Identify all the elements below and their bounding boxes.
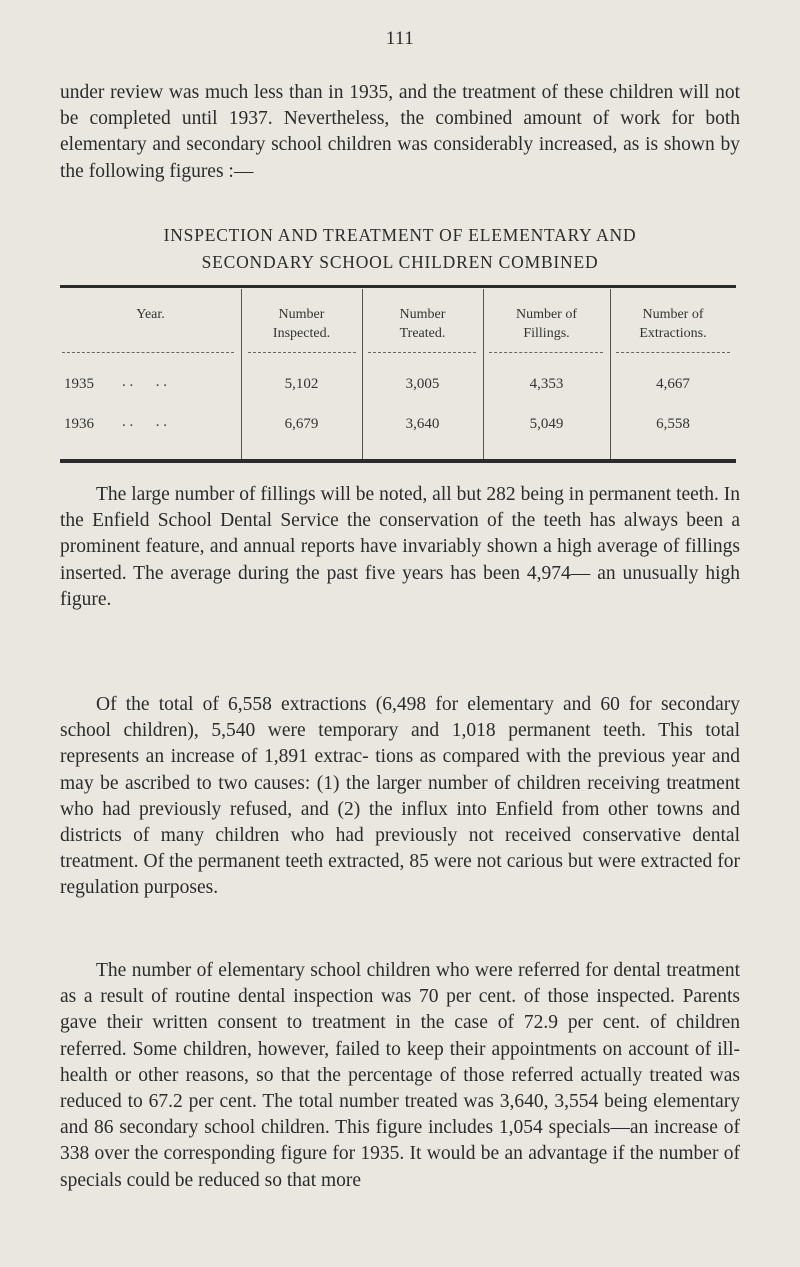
header-dash-rule <box>248 352 356 353</box>
table-title <box>60 222 740 276</box>
row-1935-fillings: 4,353 <box>529 376 564 392</box>
header-extractions-line-2: Extractions. <box>639 326 707 341</box>
header-treated-line-2: Treated. <box>399 326 446 341</box>
row-1936-year: 1936 <box>64 416 94 432</box>
header-extractions-line-1: Number of <box>642 307 704 322</box>
row-1936-treated: 3,640 <box>405 416 440 432</box>
header-treated <box>362 305 483 343</box>
page-number: 111 <box>385 28 415 49</box>
table-title-line-2: SECONDARY SCHOOL CHILDREN COMBINED <box>201 252 599 272</box>
row-1935-extractions: 4,667 <box>656 376 690 392</box>
intro-paragraph: under review was much less than in 1935, and the treatment of these children will not be completed until 1937. Nevertheless, the combined amount of work for both elementary and secondary school children was considerably increased, as is shown by the following figures :— <box>60 82 740 182</box>
row-1936-leader: . . . . <box>122 414 167 430</box>
header-dash-rule <box>616 352 730 353</box>
header-treated-line-1: Number <box>399 307 446 322</box>
header-dash-rule <box>368 352 476 353</box>
paragraph-extractions: Of the total of 6,558 extractions (6,498 for elementary and 60 for secondary school children), 5,540 were temporary and 1,018 permanent teeth. This total represents an increase of 1,891 extrac- tions as compared with the previous year and may be ascribed to two causes: (1) the larger number of children receiving treatment who had previously refused, and (2) the influx into Enfield from other towns and districts of many children who had previously not received conservative dental treatment. Of the permanent teeth extracted, 85 were not carious but were extracted for regulation purposes. <box>60 694 740 899</box>
row-1935-year: 1935 <box>64 376 94 392</box>
header-dash-rule <box>489 352 603 353</box>
row-1936-fillings: 5,049 <box>529 416 564 432</box>
row-1935-leader: . . . . <box>122 374 167 390</box>
statistics-table <box>60 285 740 465</box>
row-1935-inspected: 5,102 <box>284 376 319 392</box>
table-bottom-rule <box>60 459 736 463</box>
table-title-line-1: INSPECTION AND TREATMENT OF ELEMENTARY AND <box>163 225 637 245</box>
header-inspected-line-2: Inspected. <box>272 326 331 341</box>
header-fillings-line-1: Number of <box>515 307 578 322</box>
row-1936-inspected: 6,679 <box>284 416 319 432</box>
row-1935-treated: 3,005 <box>405 376 440 392</box>
header-fillings <box>483 305 610 343</box>
row-1936-extractions: 6,558 <box>656 416 690 432</box>
header-dash-rule <box>62 352 234 353</box>
paragraph-referrals: The number of elementary school children who were referred for dental treatment as a result of routine dental inspection was 70 per cent. of those inspected. Parents gave their written consent to treatment in the case of 72.9 per cent. of children referred. Some children, however, failed to keep their appointments on account of ill-health or other reasons, so that the percentage of those referred actually treated was reduced to 67.2 per cent. The total number treated was 3,640, 3,554 being elementary and 86 secondary school children. This figure includes 1,054 specials—an increase of 338 over the corresponding figure for 1935. It would be an advantage if the number of specials could be reduced so that more <box>60 960 740 1191</box>
paragraph-fillings: The large number of fillings will be noted, all but 282 being in permanent teeth. In the Enfield School Dental Service the conservation of the teeth has always been a prominent feature, and annual reports have invariably shown a high average of fillings inserted. The average during the past five years has been 4,974— an unusually high figure. <box>60 484 740 610</box>
table-top-rule <box>60 285 736 288</box>
header-fillings-line-2: Fillings. <box>523 326 570 341</box>
header-extractions <box>610 305 736 343</box>
header-inspected <box>241 305 362 343</box>
header-year: Year. <box>136 307 165 322</box>
header-inspected-line-1: Number <box>278 307 325 322</box>
